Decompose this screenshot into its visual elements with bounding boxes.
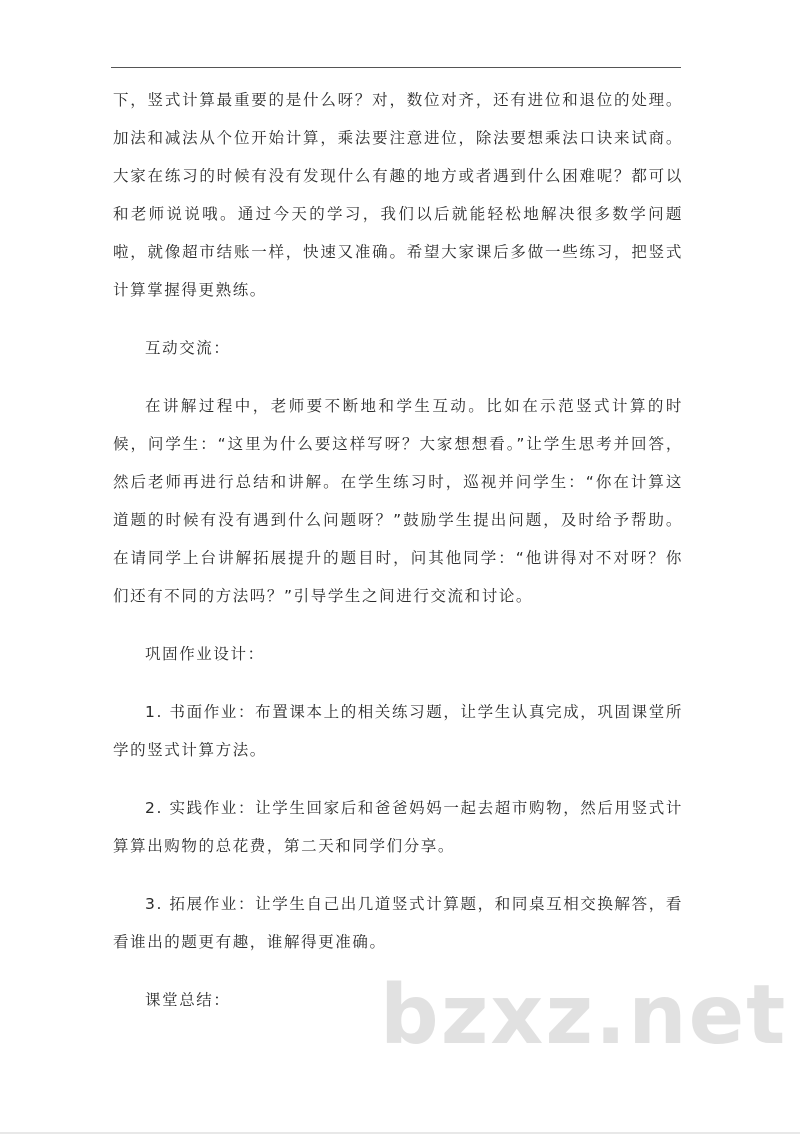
homework-item-extension: 3. 拓展作业：让学生自己出几道竖式计算题，和同桌互相交换解答，看看谁出的题更有趣，谁解得更准确。 — [113, 895, 683, 951]
header-rule — [111, 67, 681, 68]
paragraph-interaction: 在讲解过程中，老师要不断地和学生互动。比如在示范竖式计算的时候，问学生：“这里为什么要这样写呀？大家想想看。”让学生思考并回答，然后老师再进行总结和讲解。在学生练习时，巡视并问学生：“你在计算这道题的时候有没有遇到什么问题呀？”鼓励学生提出问题，及时给予帮助。在请同学上台讲解拓展提升的题目时，问其他同学：“他讲得对不对呀？你们还有不同的方法吗？”引导学生之间进行交流和讨论。 — [113, 397, 683, 605]
paragraph-continuation: 下，竖式计算最重要的是什么呀？对，数位对齐，还有进位和退位的处理。加法和减法从个位开始计算，乘法要注意进位，除法要想乘法口诀来试商。大家在练习的时候有没有发现什么有趣的地方或者遇到什么困难呢？都可以和老师说说哦。通过今天的学习，我们以后就能轻松地解决很多数学问题啦，就像超市结账一样，快速又准确。希望大家课后多做一些练习，把竖式计算掌握得更熟练。 — [113, 91, 683, 299]
heading-interaction: 互动交流： — [145, 339, 231, 357]
homework-item-practice: 2. 实践作业：让学生回家后和爸爸妈妈一起去超市购物，然后用竖式计算算出购物的总花费，第二天和同学们分享。 — [113, 799, 683, 855]
homework-item-written: 1. 书面作业：布置课本上的相关练习题，让学生认真完成，巩固课堂所学的竖式计算方法。 — [113, 703, 683, 759]
watermark: bzxz.net — [380, 968, 788, 1063]
document-body — [113, 81, 683, 1019]
heading-summary: 课堂总结： — [145, 991, 231, 1009]
heading-homework: 巩固作业设计： — [145, 645, 265, 663]
